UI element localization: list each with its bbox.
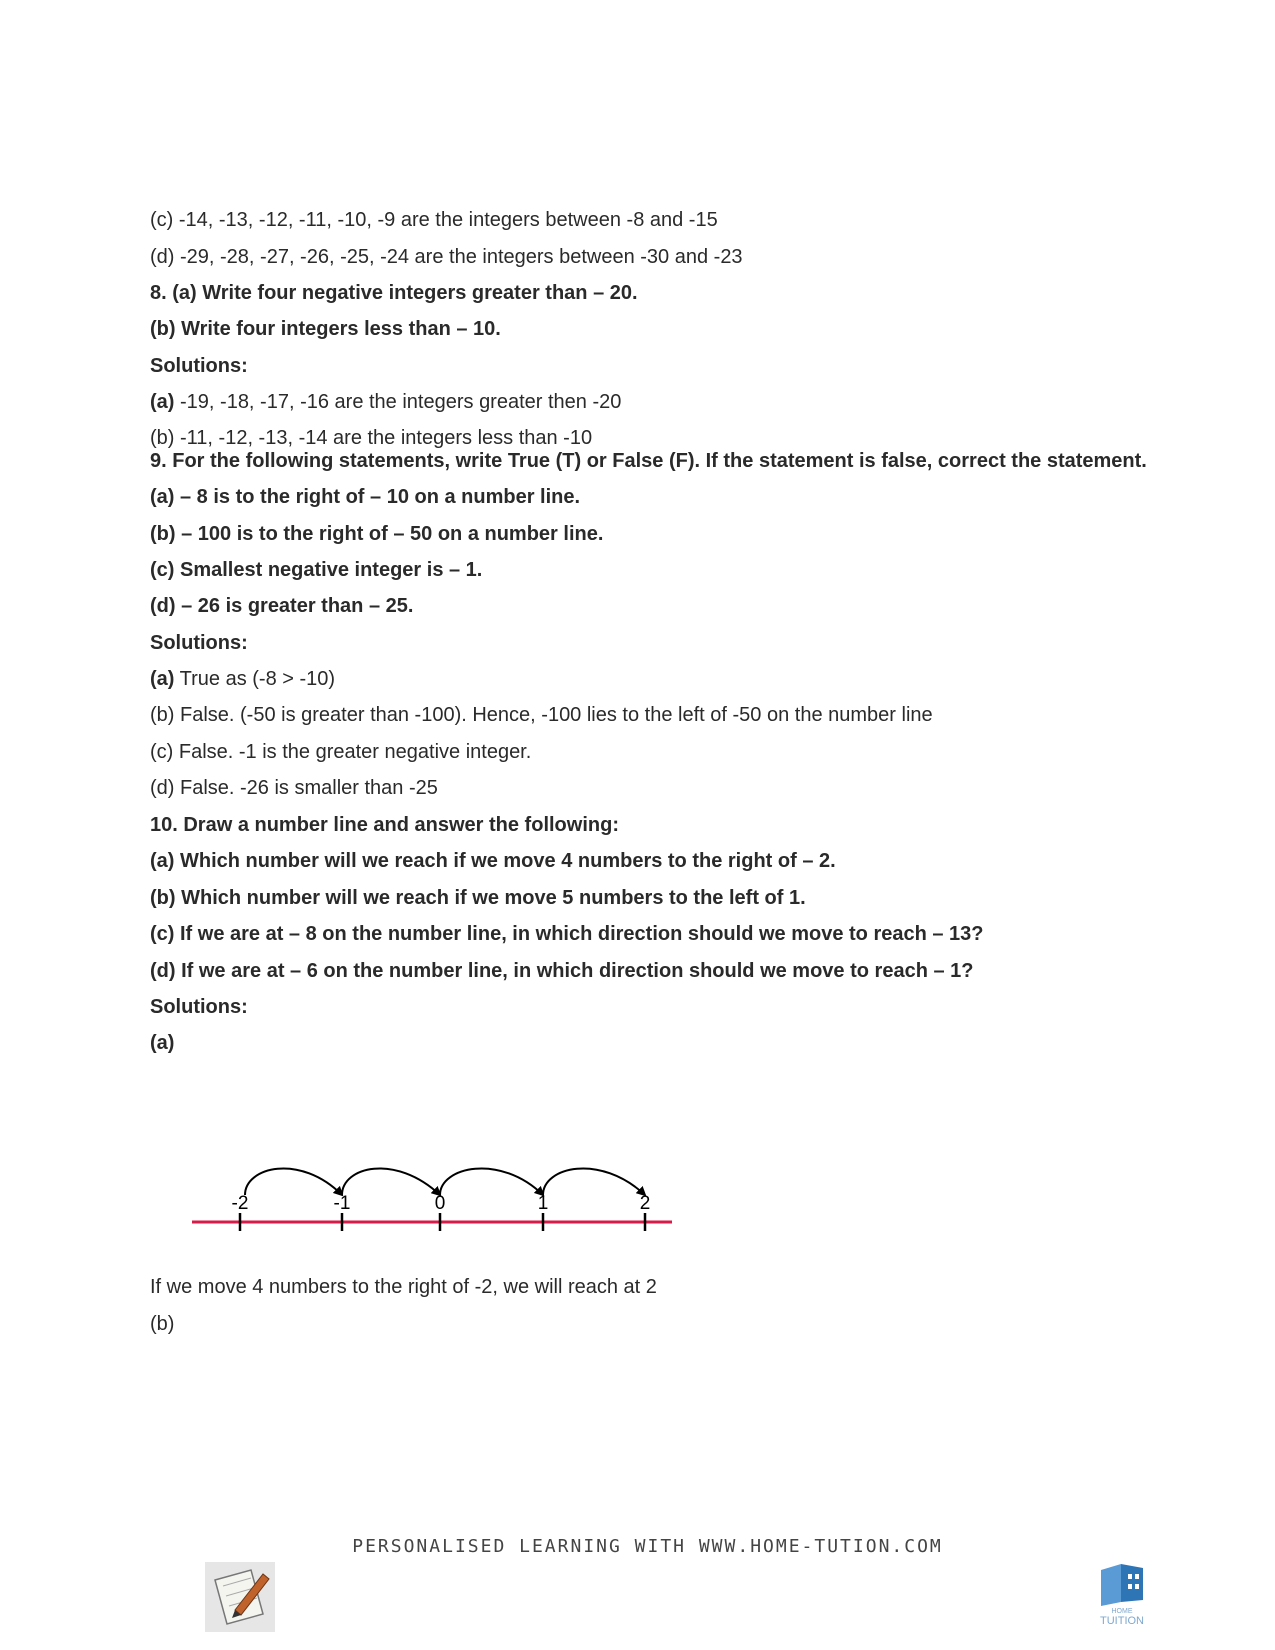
- solutions-heading: Solutions:: [150, 355, 248, 377]
- home-tuition-logo-icon: [1095, 1560, 1155, 1628]
- tick-label: 2: [639, 1193, 651, 1214]
- item-text: True as (-8 > -10): [174, 668, 336, 690]
- question-line: (c) If we are at – 8 on the number line, in which direction should we move to reach – 13?: [150, 923, 984, 945]
- item-label: (a): [150, 668, 175, 690]
- question-line: (d) – 26 is greater than – 25.: [150, 595, 414, 617]
- footer-text: [0, 1536, 1275, 1557]
- question-heading: 10. Draw a number line and answer the following:: [150, 814, 619, 836]
- tick-label: -1: [333, 1193, 351, 1214]
- tick-label: 0: [434, 1193, 446, 1214]
- text-line: (d) False. -26 is smaller than -25: [150, 777, 438, 799]
- question-line: (c) Smallest negative integer is – 1.: [150, 559, 483, 581]
- question-line: (b) Which number will we reach if we move 5 numbers to the left of 1.: [150, 887, 806, 909]
- logo-text-top: HOME: [1111, 1608, 1133, 1615]
- text-line: (b) False. (-50 is greater than -100). Hence, -100 lies to the left of -50 on the number line: [150, 704, 933, 726]
- question-heading: 9. For the following statements, write True (T) or False (F). If the statement is false, correct the statement.: [150, 450, 1147, 472]
- tick-label: 1: [537, 1193, 549, 1214]
- item-label: (b): [150, 1313, 175, 1335]
- solutions-heading: Solutions:: [150, 632, 248, 654]
- logo-text-bottom: TUITION: [1100, 1615, 1144, 1627]
- item-label: (a): [150, 391, 175, 413]
- tick-label: -2: [231, 1193, 249, 1214]
- number-line-figure: [190, 1155, 690, 1235]
- jump-arrow: [543, 1168, 645, 1195]
- solutions-heading: Solutions:: [150, 996, 248, 1018]
- text-line: (c) False. -1 is the greater negative integer.: [150, 741, 532, 763]
- answer-text: If we move 4 numbers to the right of -2, we will reach at 2: [150, 1276, 657, 1298]
- jump-arrow: [342, 1168, 440, 1195]
- text-line: (d) -29, -28, -27, -26, -25, -24 are the integers between -30 and -23: [150, 246, 743, 268]
- jump-arrow: [440, 1168, 543, 1195]
- footer-label: PERSONALISED LEARNING WITH WWW.HOME-TUTION.COM: [352, 1536, 943, 1557]
- item-label: (a): [150, 1032, 175, 1054]
- question-line: (a) – 8 is to the right of – 10 on a number line.: [150, 486, 581, 508]
- text-line: [150, 667, 335, 691]
- question-line: (b) Write four integers less than – 10.: [150, 318, 501, 340]
- text-line: (b) -11, -12, -13, -14 are the integers less than -10: [150, 427, 593, 449]
- item-text: -19, -18, -17, -16 are the integers greater then -20: [174, 391, 622, 413]
- question-heading: 8. (a) Write four negative integers greater than – 20.: [150, 282, 638, 304]
- text-line: (c) -14, -13, -12, -11, -10, -9 are the integers between -8 and -15: [150, 209, 718, 231]
- question-line: (b) – 100 is to the right of – 50 on a number line.: [150, 523, 604, 545]
- jump-arrow: [245, 1168, 342, 1195]
- notepad-pencil-icon: [205, 1562, 275, 1632]
- question-line: (a) Which number will we reach if we move 4 numbers to the right of – 2.: [150, 850, 836, 872]
- question-line: (d) If we are at – 6 on the number line, in which direction should we move to reach – 1?: [150, 960, 974, 982]
- text-line: [150, 390, 621, 414]
